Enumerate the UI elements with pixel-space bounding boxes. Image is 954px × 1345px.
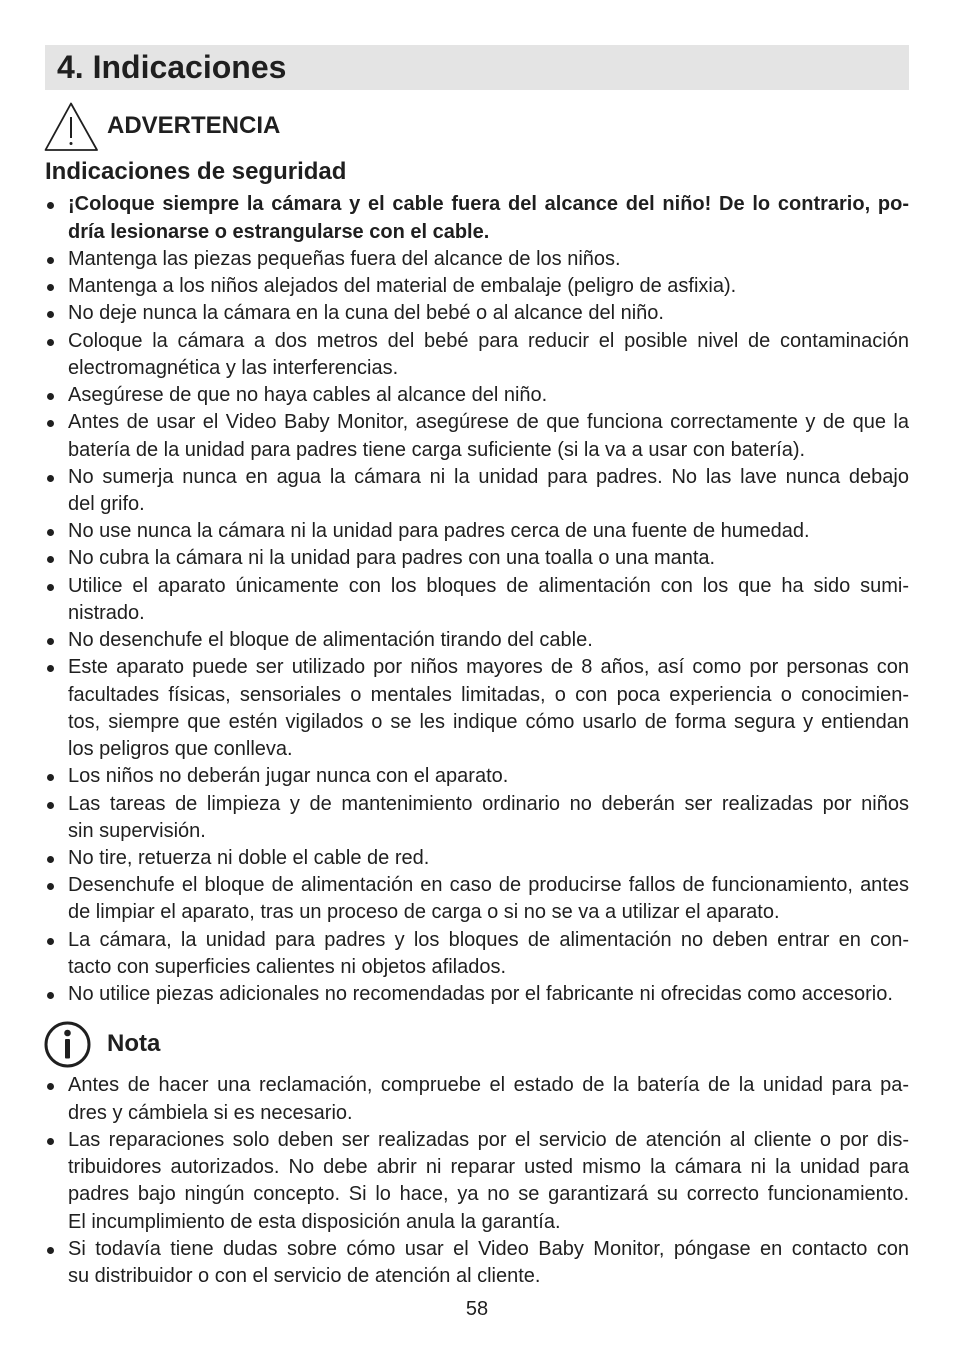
text-line: El incumplimiento de esta disposición anula la garantía. — [68, 1210, 561, 1233]
bullet-icon — [47, 284, 54, 291]
safety-list — [45, 191, 909, 1008]
text-line: sin supervisión. — [68, 819, 206, 842]
bullet-icon — [47, 339, 54, 346]
text-line: No tire, retuerza ni doble el cable de red. — [68, 847, 430, 870]
info-icon — [44, 1021, 92, 1069]
list-item — [45, 927, 909, 981]
bullet-icon — [47, 938, 54, 945]
bullet-icon — [47, 1247, 54, 1254]
text-line: del grifo. — [68, 492, 145, 515]
list-item — [45, 654, 909, 763]
text-line: Este aparato puede ser utilizado por niños mayores de 8 años, así como por personas con — [68, 656, 909, 679]
warning-label: ADVERTENCIA — [107, 112, 281, 139]
section-heading: Indicaciones de seguridad — [45, 158, 347, 185]
bullet-icon — [47, 420, 54, 427]
list-item — [45, 1127, 909, 1236]
warning-triangle-icon — [44, 102, 98, 152]
list-item — [45, 328, 909, 382]
list-item — [45, 409, 909, 463]
note-label: Nota — [107, 1030, 161, 1057]
list-item — [45, 627, 909, 654]
bullet-icon — [47, 529, 54, 536]
list-item — [45, 273, 909, 300]
list-item — [45, 246, 909, 273]
list-item — [45, 464, 909, 518]
list-item — [45, 872, 909, 926]
text-line: tos, siempre que estén vigilados o se les indique cómo usarlo de forma segura y entiendan — [68, 710, 909, 733]
bullet-icon — [47, 584, 54, 591]
list-item — [45, 1072, 909, 1126]
text-line: Si todavía tiene dudas sobre cómo usar el Video Baby Monitor, póngase en contacto con — [68, 1237, 909, 1260]
text-line: No utilice piezas adicionales no recomendadas por el fabricante ni ofrecidas como accesorio. — [68, 983, 893, 1006]
bullet-icon — [47, 556, 54, 563]
bullet-icon — [47, 1138, 54, 1145]
list-item — [45, 1236, 909, 1290]
text-line: ¡Coloque siempre la cámara y el cable fuera del alcance del niño! De lo contrario, po- — [68, 193, 909, 216]
text-line: su distribuidor o con el servicio de atención al cliente. — [68, 1265, 541, 1288]
text-line: Mantenga las piezas pequeñas fuera del alcance de los niños. — [68, 247, 621, 270]
list-item — [45, 763, 909, 790]
text-line: Mantenga a los niños alejados del material de embalaje (peligro de asfixia). — [68, 275, 737, 298]
list-item — [45, 191, 909, 245]
list-item — [45, 518, 909, 545]
page-title: 4. Indicaciones — [57, 49, 287, 85]
text-line: dres y cámbiela si es necesario. — [68, 1101, 353, 1124]
header-bar — [45, 45, 909, 90]
text-line: batería de la unidad para padres tiene carga suficiente (si la va a usar con batería). — [68, 438, 806, 461]
bullet-icon — [47, 202, 54, 209]
text-line: de limpiar el aparato, tras un proceso de carga o si no se va a utilizar el aparato. — [68, 901, 780, 924]
bullet-icon — [47, 393, 54, 400]
text-line: dría lesionarse o estrangularse con el cable. — [68, 220, 490, 243]
text-line: tribuidores autorizados. No debe abrir ni reparar usted mismo la cámara ni la unidad para — [68, 1156, 909, 1179]
list-item — [45, 300, 909, 327]
text-line: facultades físicas, sensoriales o mentales limitadas, o con poca experiencia o conocimien- — [68, 683, 909, 706]
text-line: No use nunca la cámara ni la unidad para padres cerca de una fuente de humedad. — [68, 520, 810, 543]
bullet-icon — [47, 774, 54, 781]
text-line: No deje nunca la cámara en la cuna del bebé o al alcance del niño. — [68, 302, 664, 325]
list-item — [45, 382, 909, 409]
text-line: padres bajo ningún concepto. Si lo hace, ya no se garantizará su correcto funcionamiento. — [68, 1183, 909, 1206]
list-item — [45, 981, 909, 1008]
text-line: Utilice el aparato únicamente con los bloques de alimentación con los que ha sido sumi- — [68, 574, 909, 597]
text-line: Los niños no deberán jugar nunca con el aparato. — [68, 765, 509, 788]
text-line: Antes de hacer una reclamación, compruebe el estado de la batería de la unidad para pa- — [68, 1074, 909, 1097]
list-item — [45, 545, 909, 572]
note-list — [45, 1072, 909, 1290]
text-line: Coloque la cámara a dos metros del bebé para reducir el posible nivel de contaminación — [68, 329, 909, 352]
bullet-icon — [47, 802, 54, 809]
list-item — [45, 845, 909, 872]
bullet-icon — [47, 883, 54, 890]
text-line: nistrado. — [68, 601, 145, 624]
page-number: 58 — [465, 1298, 489, 1320]
text-line: No desenchufe el bloque de alimentación tirando del cable. — [68, 629, 593, 652]
bullet-icon — [47, 856, 54, 863]
text-line: Antes de usar el Video Baby Monitor, asegúrese de que funciona correctamente y de que la — [68, 411, 909, 434]
text-line: Las tareas de limpieza y de mantenimiento ordinario no deberán ser realizadas por niños — [68, 792, 909, 815]
text-line: La cámara, la unidad para padres y los bloques de alimentación no deben entrar en con- — [68, 928, 909, 951]
bullet-icon — [47, 257, 54, 264]
text-line: Las reparaciones solo deben ser realizadas por el servicio de atención al cliente o por dis- — [68, 1128, 909, 1151]
bullet-icon — [47, 1083, 54, 1090]
list-item — [45, 573, 909, 627]
bullet-icon — [47, 475, 54, 482]
text-line: Desenchufe el bloque de alimentación en caso de producirse fallos de funcionamiento, antes — [68, 874, 909, 897]
text-line: No cubra la cámara ni la unidad para padres con una toalla o una manta. — [68, 547, 716, 570]
text-line: No sumerja nunca en agua la cámara ni la unidad para padres. No las lave nunca debajo — [68, 465, 909, 488]
bullet-icon — [47, 992, 54, 999]
text-line: electromagnética y las interferencias. — [68, 356, 399, 379]
text-line: los peligros que conlleva. — [68, 738, 293, 761]
bullet-icon — [47, 665, 54, 672]
bullet-icon — [47, 311, 54, 318]
list-item — [45, 791, 909, 845]
text-line: tacto con superficies calientes ni objetos afilados. — [68, 955, 507, 978]
text-line: Asegúrese de que no haya cables al alcance del niño. — [68, 384, 548, 407]
bullet-icon — [47, 638, 54, 645]
